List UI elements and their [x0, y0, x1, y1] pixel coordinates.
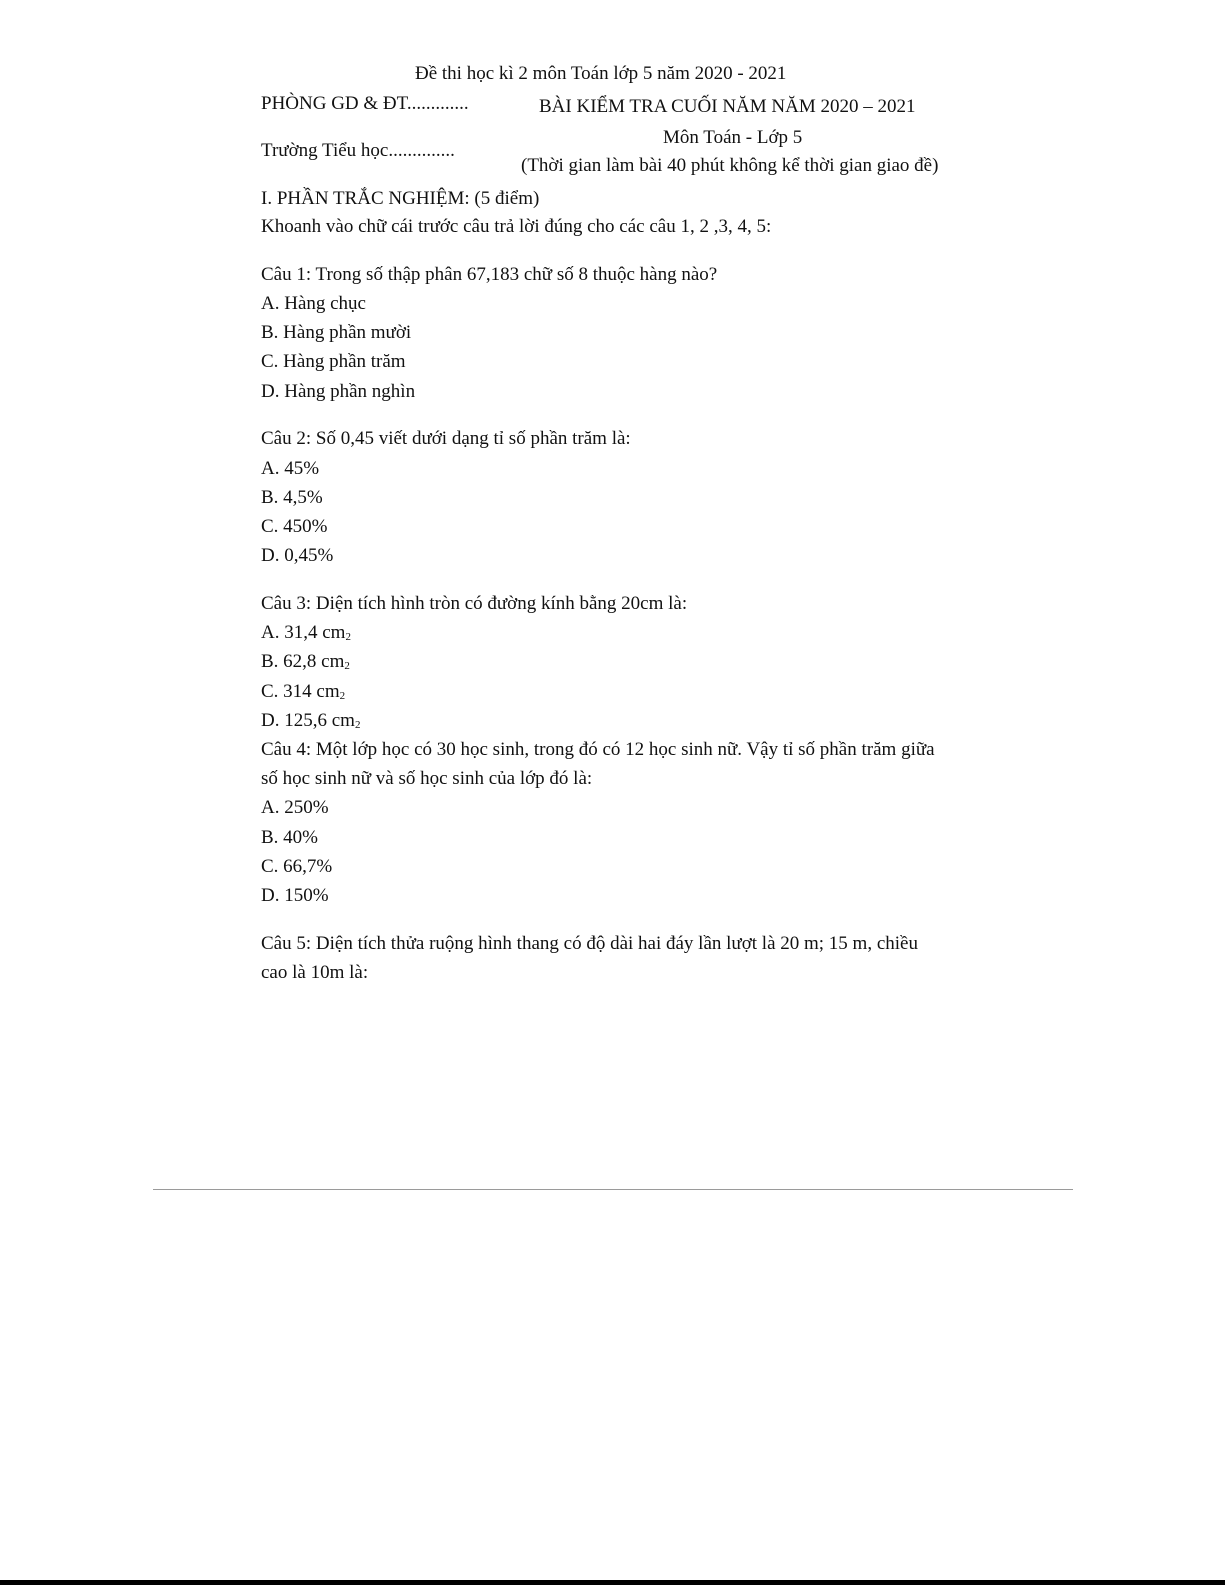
question-3-option-c	[261, 682, 345, 702]
document-title: Đề thi học kì 2 môn Toán lớp 5 năm 2020 - 2021	[415, 63, 787, 84]
option-text: B. 62,8 cm	[261, 651, 345, 672]
question-3-option-a	[261, 623, 351, 643]
question-3-text: Câu 3: Diện tích hình tròn có đường kính bằng 20cm là:	[261, 593, 688, 614]
question-2-option-c: C. 450%	[261, 516, 328, 537]
school-field: Trường Tiểu học..............	[261, 140, 455, 161]
section-instruction: Khoanh vào chữ cái trước câu trả lời đúng cho các câu 1, 2 ,3, 4, 5:	[261, 216, 772, 237]
question-4-option-a: A. 250%	[261, 797, 329, 818]
question-4-option-c: C. 66,7%	[261, 856, 333, 877]
department-field: PHÒNG GD & ĐT.............	[261, 93, 469, 114]
question-4-option-b: B. 40%	[261, 827, 318, 848]
unit-exponent: 2	[339, 690, 346, 702]
section-title: I. PHẦN TRẮC NGHIỆM: (5 điểm)	[261, 188, 540, 209]
question-1-option-c: C. Hàng phần trăm	[261, 351, 406, 372]
question-4-text-line-2: số học sinh nữ và số học sinh của lớp đó là:	[261, 768, 593, 789]
question-1-option-b: B. Hàng phần mười	[261, 322, 412, 343]
unit-exponent: 2	[354, 719, 361, 731]
question-5-text-line-1: Câu 5: Diện tích thửa ruộng hình thang có độ dài hai đáy lần lượt là 20 m; 15 m, chiều	[261, 933, 918, 954]
question-2-option-a: A. 45%	[261, 458, 320, 479]
question-1-option-a: A. Hàng chục	[261, 293, 366, 314]
unit-exponent: 2	[345, 631, 351, 643]
option-text: A. 31,4 cm	[261, 622, 346, 643]
option-text: C. 314 cm	[261, 681, 340, 702]
subject-line: Môn Toán - Lớp 5	[663, 127, 803, 148]
question-4-text-line-1: Câu 4: Một lớp học có 30 học sinh, trong đó có 12 học sinh nữ. Vậy tỉ số phần trăm giữa	[261, 739, 935, 760]
question-1-text: Câu 1: Trong số thập phân 67,183 chữ số 8 thuộc hàng nào?	[261, 264, 718, 285]
question-2-text: Câu 2: Số 0,45 viết dưới dạng tỉ số phần trăm là:	[261, 428, 631, 449]
bottom-edge-bar	[0, 1580, 1225, 1585]
question-1-option-d: D. Hàng phần nghìn	[261, 381, 416, 402]
time-note: (Thời gian làm bài 40 phút không kể thời gian giao đề)	[521, 155, 939, 176]
question-2-option-b: B. 4,5%	[261, 487, 323, 508]
question-3-option-d	[261, 711, 360, 731]
option-text: D. 125,6 cm	[261, 710, 355, 731]
exam-title: BÀI KIỂM TRA CUỐI NĂM NĂM 2020 – 2021	[539, 96, 916, 117]
question-5-text-line-2: cao là 10m là:	[261, 962, 369, 983]
question-2-option-d: D. 0,45%	[261, 545, 334, 566]
question-3-option-b	[261, 652, 350, 672]
question-4-option-d: D. 150%	[261, 885, 329, 906]
page-divider	[153, 1189, 1073, 1190]
unit-exponent: 2	[344, 660, 350, 672]
